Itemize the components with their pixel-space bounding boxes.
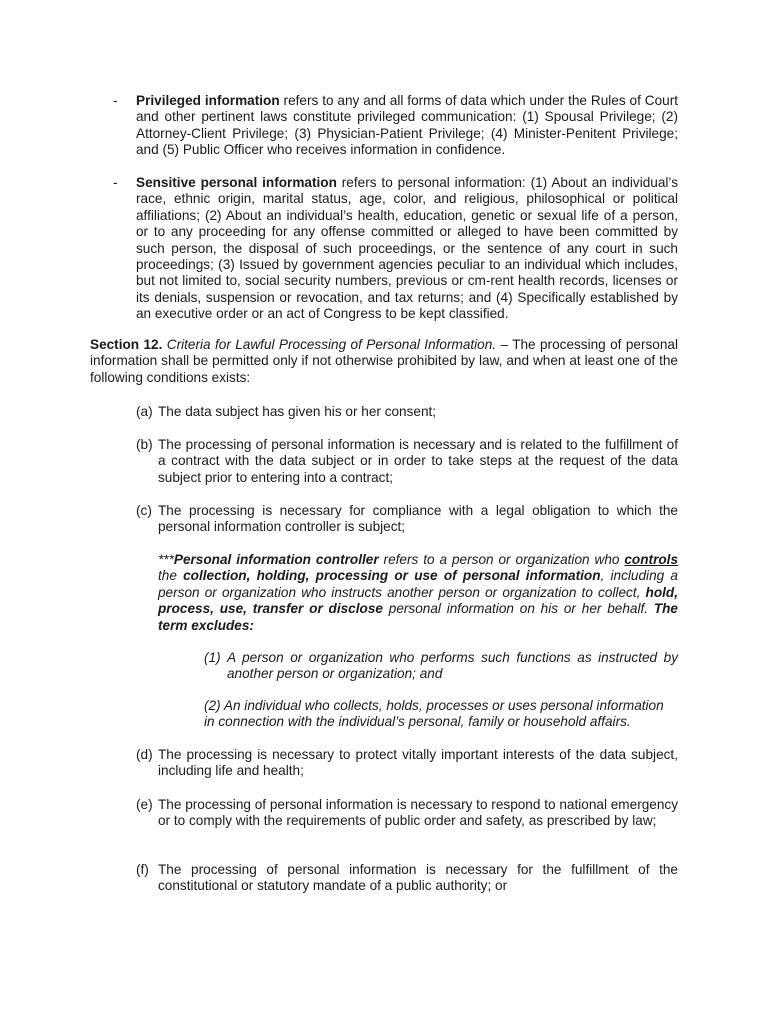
definition-text: refers to any and all forms of data which under the Rules of Court and other pertinent laws constitute privileged communication: (1) Spousal Privilege; (2) Attorney-Client Privilege; (3) Physician-Patient Privilege; (4) Minister-Penitent Privilege; and (5) Public Officer who receives information in confidence. xyxy=(136,93,679,158)
note-term: Personal information controller xyxy=(173,552,379,567)
condition-text: The processing is necessary for compliance with a legal obligation to which the personal information controller is subject; xyxy=(158,503,678,535)
condition-label: (c) xyxy=(136,503,152,518)
note-actions: hold, process, use, transfer or disclose xyxy=(158,584,678,617)
exclusion-text: A person or organization who performs such functions as instructed by another person or organization; and xyxy=(227,650,678,682)
section-intro: The processing of personal information shall be permitted only if not otherwise prohibited by law, and when at least one of the following conditions exists: xyxy=(90,337,678,385)
condition-label: (b) xyxy=(136,437,153,452)
note-stars: *** xyxy=(158,552,174,567)
defined-term: Sensitive personal information xyxy=(136,175,337,190)
section-title: Criteria for Lawful Processing of Personal Information. xyxy=(166,337,497,352)
condition-b xyxy=(136,437,678,486)
condition-a xyxy=(136,404,678,420)
section-12-heading xyxy=(90,337,678,386)
exclusion-label: (2) xyxy=(204,698,221,713)
defined-term: Privileged information xyxy=(136,93,280,108)
definition-sensitive-personal-information xyxy=(136,175,678,323)
condition-text: The processing of personal information is necessary to respond to national emergency or to comply with the requirements of public order and safety, as prescribed by law; xyxy=(158,797,678,829)
definition-text: refers to personal information: (1) About an individual’s race, ethnic origin, marital status, age, color, and religious, philosophical or political affiliations; (2) About an individual’s health, education, genetic or sexual life of a person, or to any proceeding for any offense committed or alleged to have been committed by such person, the disposal of such proceedings, or the sentence of any court in such proceedings; (3) Issued by government agencies peculiar to an individual which includes, but not limited to, social security numbers, previous or cm-rent health records, licenses or its denials, suspension or revocation, and tax returns; and (4) Specifically established by an executive order or an act of Congress to be kept classified. xyxy=(136,175,678,322)
note-excludes: The term excludes: xyxy=(158,601,678,633)
condition-label: (f) xyxy=(136,862,149,877)
condition-e xyxy=(136,797,678,830)
condition-label: (a) xyxy=(136,404,153,419)
note-text: , including a person or organization who instructs another person or organization to collect, xyxy=(158,568,678,600)
exclusion-1 xyxy=(204,650,678,683)
condition-d xyxy=(136,747,678,780)
bullet-dash: - xyxy=(113,93,118,108)
exclusion-text: An individual who collects, holds, processes or uses personal information in connection with the individual’s personal, family or household affairs. xyxy=(204,698,664,730)
condition-c xyxy=(136,503,678,536)
note-collection: collection, holding, processing or use of personal information xyxy=(183,568,601,584)
note-text: refers to a person or organization who xyxy=(378,552,625,567)
condition-text: The processing of personal information is necessary for the fulfillment of the constitutional or statutory mandate of a public authority; or xyxy=(158,862,678,894)
exclusion-label: (1) xyxy=(204,650,221,665)
note-controls: controls xyxy=(624,552,678,567)
condition-label: (e) xyxy=(136,797,153,812)
note-text: personal information on his or her behalf. xyxy=(382,601,654,617)
note-text: the xyxy=(158,568,184,584)
condition-label: (d) xyxy=(136,747,153,762)
condition-text: The processing of personal information is necessary and is related to the fulfillment of a contract with the data subject or in order to take steps at the request of the data subject prior to entering into a contract; xyxy=(158,437,678,485)
controller-definition-note xyxy=(158,552,678,634)
definition-privileged-information xyxy=(136,93,678,159)
condition-text: The processing is necessary to protect vitally important interests of the data subject, including life and health; xyxy=(158,747,678,779)
section-number: Section 12. xyxy=(90,337,163,352)
bullet-dash: - xyxy=(113,175,118,190)
condition-text: The data subject has given his or her consent; xyxy=(158,404,437,419)
exclusion-2 xyxy=(204,698,678,731)
section-dash: – xyxy=(496,337,513,352)
condition-f xyxy=(136,862,678,895)
